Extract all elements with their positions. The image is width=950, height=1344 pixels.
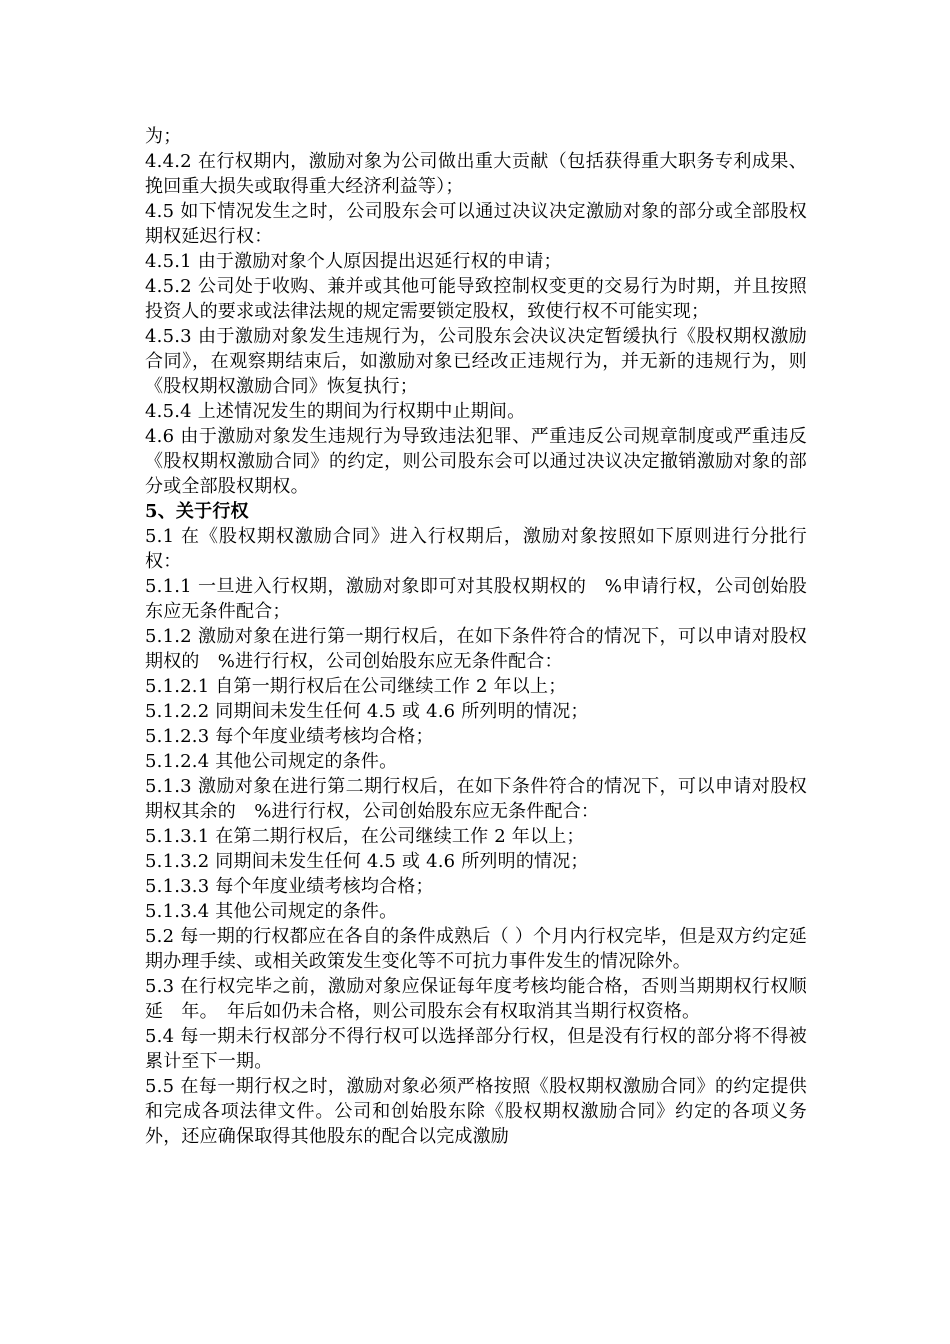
clause-paragraph: 5.1.2.4 其他公司规定的条件。 (145, 751, 398, 772)
clause-paragraph: 4.5.3 由于激励对象发生违规行为，公司股东会决议决定暂缓执行《股权期权激励合同》，在观察期结束后，如激励对象已经改正违规行为，并无新的违规行为，则《股权期权激励合同》恢复执行； (145, 326, 807, 397)
clause-paragraph: 5.4 每一期未行权部分不得行权可以选择部分行权，但是没有行权的部分将不得被累计至下一期。 (145, 1026, 807, 1072)
clause-paragraph: 5.2 每一期的行权都应在各自的条件成熟后（ ）个月内行权完毕，但是双方约定延期办理手续、或相关政策发生变化等不可抗力事件发生的情况除外。 (145, 926, 807, 972)
clause-paragraph: 4.6 由于激励对象发生违规行为导致违法犯罪、严重违反公司规章制度或严重违反《股权期权激励合同》的约定，则公司股东会可以通过决议决定撤销激励对象的部分或全部股权期权。 (145, 426, 807, 497)
clause-paragraph: 4.5.2 公司处于收购、兼并或其他可能导致控制权变更的交易行为时期，并且按照投资人的要求或法律法规的规定需要锁定股权，致使行权不可能实现； (145, 276, 807, 322)
clause-paragraph: 5.1.3.2 同期间未发生任何 4.5 或 4.6 所列明的情况； (145, 851, 589, 872)
clause-paragraph: 5.1.2.1 自第一期行权后在公司继续工作 2 年以上； (145, 676, 567, 697)
clause-paragraph: 4.5.4 上述情况发生的期间为行权期中止期间。 (145, 401, 526, 422)
clause-paragraph: 为； (145, 126, 182, 147)
clause-paragraph: 5.1.2.3 每个年度业绩考核均合格； (145, 726, 434, 747)
clause-paragraph: 5.1.3.1 在第二期行权后，在公司继续工作 2 年以上； (145, 826, 585, 847)
clause-paragraph: 4.5.1 由于激励对象个人原因提出迟延行权的申请； (145, 251, 562, 272)
clause-paragraph: 5.3 在行权完毕之前，激励对象应保证每年度考核均能合格，否则当期期权行权顺延 年。 年后如仍未合格，则公司股东会有权取消其当期行权资格。 (145, 976, 807, 1022)
clause-paragraph: 4.4.2 在行权期内，激励对象为公司做出重大贡献（包括获得重大职务专利成果、挽回重大损失或取得重大经济利益等）； (145, 151, 807, 197)
clause-paragraph: 4.5 如下情况发生之时，公司股东会可以通过决议决定激励对象的部分或全部股权期权延迟行权： (145, 201, 807, 247)
clause-paragraph: 5.1.1 一旦进入行权期，激励对象即可对其股权期权的 %申请行权，公司创始股东应无条件配合； (145, 576, 807, 622)
clause-paragraph: 5.1.2.2 同期间未发生任何 4.5 或 4.6 所列明的情况； (145, 701, 589, 722)
clause-paragraph: 5.1.3 激励对象在进行第二期行权后，在如下条件符合的情况下，可以申请对股权期权其余的 %进行行权，公司创始股东应无条件配合： (145, 776, 807, 822)
clause-paragraph: 5.1 在《股权期权激励合同》进入行权期后，激励对象按照如下原则进行分批行权： (145, 526, 807, 572)
section-heading: 5、关于行权 (145, 501, 249, 522)
clause-paragraph: 5.5 在每一期行权之时，激励对象必须严格按照《股权期权激励合同》的约定提供和完成各项法律文件。公司和创始股东除《股权期权激励合同》约定的各项义务外，还应确保取得其他股东的配合以完成激励 (145, 1076, 807, 1147)
document-body (145, 124, 807, 1149)
clause-paragraph: 5.1.3.3 每个年度业绩考核均合格； (145, 876, 434, 897)
clause-paragraph: 5.1.2 激励对象在进行第一期行权后，在如下条件符合的情况下，可以申请对股权期权的 %进行行权，公司创始股东应无条件配合： (145, 626, 807, 672)
clause-paragraph: 5.1.3.4 其他公司规定的条件。 (145, 901, 398, 922)
